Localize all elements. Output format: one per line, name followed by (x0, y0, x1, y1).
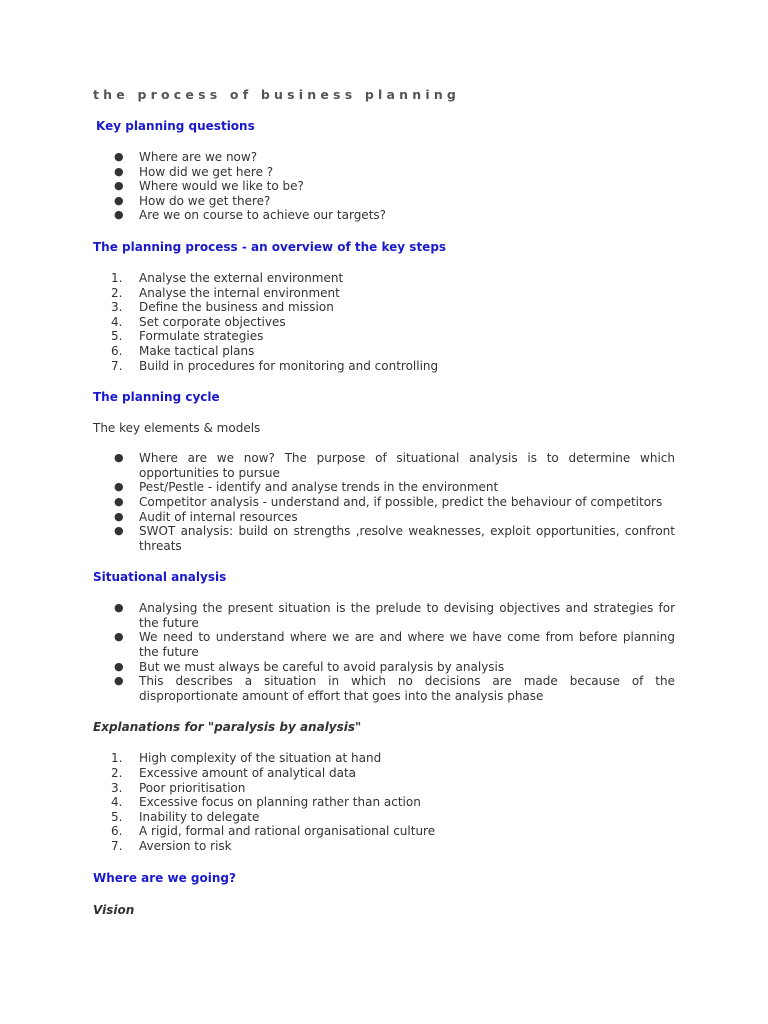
list-item: ● How do we get there? (114, 193, 271, 208)
list-item: ● This describes a situation in which no decisions are made because of the disproportionate amount of effort that goes into the analysis phase (114, 674, 675, 703)
list-item: ● How did we get here ? (114, 164, 274, 179)
situational-analysis-heading: Situational analysis (93, 570, 227, 585)
bullet-icon: ● (114, 601, 124, 615)
list-item: 4. Set corporate objectives (111, 314, 286, 329)
bullet-icon: ● (114, 451, 124, 465)
bullet-icon: ● (114, 509, 124, 523)
bullet-icon: ● (114, 208, 124, 222)
bullet-icon: ● (114, 179, 124, 193)
bullet-icon: ● (114, 494, 124, 508)
list-item: 2. Analyse the internal environment (111, 285, 340, 300)
list-item: ● Where are we now? The purpose of situational analysis is to determine which opportunities to pursue (114, 451, 675, 480)
bullet-icon: ● (114, 480, 124, 494)
list-item: 2. Excessive amount of analytical data (111, 766, 357, 781)
list-item: ● SWOT analysis: build on strengths ,resolve weaknesses, exploit opportunities, confront threats (114, 524, 675, 553)
paralysis-heading: Explanations for "paralysis by analysis" (93, 720, 362, 735)
list-item: ● Competitor analysis - understand and, if possible, predict the behaviour of competitors (114, 494, 663, 509)
list-item: 5. Inability to delegate (111, 809, 260, 824)
list-item: ● Analysing the present situation is the prelude to devising objectives and strategies for the future (114, 601, 675, 630)
bullet-icon: ● (114, 193, 124, 207)
planning-process-heading: The planning process - an overview of the key steps (93, 239, 447, 254)
bullet-icon: ● (114, 164, 124, 178)
list-item: 1. Analyse the external environment (111, 270, 344, 285)
list-item: 3. Poor prioritisation (111, 780, 246, 795)
list-item: 6. A rigid, formal and rational organisational culture (111, 824, 436, 839)
key-questions-heading: Key planning questions (96, 119, 255, 133)
planning-process-list (93, 271, 675, 373)
list-item: ● Audit of internal resources (114, 509, 298, 524)
planning-cycle-list (93, 451, 675, 553)
planning-cycle-intro: The key elements & models (93, 421, 261, 436)
vision-heading: Vision (93, 902, 135, 917)
bullet-icon: ● (114, 630, 124, 644)
planning-cycle-heading: The planning cycle (93, 390, 220, 405)
list-item: ● Pest/Pestle - identify and analyse trends in the environment (114, 480, 499, 495)
list-item: ● But we must always be careful to avoid paralysis by analysis (114, 659, 505, 674)
list-item: 7. Build in procedures for monitoring and controlling (111, 358, 439, 373)
list-item: 6. Make tactical plans (111, 343, 255, 358)
list-item: 4. Excessive focus on planning rather than action (111, 795, 421, 810)
bullet-icon: ● (114, 150, 124, 163)
paralysis-list (93, 751, 675, 853)
list-item: 3. Define the business and mission (111, 300, 334, 315)
document-page (93, 86, 675, 918)
list-item: 1. High complexity of the situation at hand (111, 751, 382, 766)
situational-analysis-list (93, 601, 675, 703)
list-item: ● Are we on course to achieve our targets? (114, 208, 387, 223)
key-questions-list (93, 150, 675, 223)
list-item: 5. Formulate strategies (111, 329, 264, 344)
document-title: the process of business planning (93, 87, 461, 102)
bullet-icon: ● (114, 524, 124, 538)
list-item: ● We need to understand where we are and where we have come from before planning the future (114, 630, 675, 660)
list-item: ● Where are we now? (114, 150, 258, 164)
bullet-icon: ● (114, 674, 124, 688)
list-item: ● Where would we like to be? (114, 179, 304, 194)
where-going-heading: Where are we going? (93, 870, 236, 885)
bullet-icon: ● (114, 659, 124, 673)
list-item: 7. Aversion to risk (111, 839, 232, 853)
